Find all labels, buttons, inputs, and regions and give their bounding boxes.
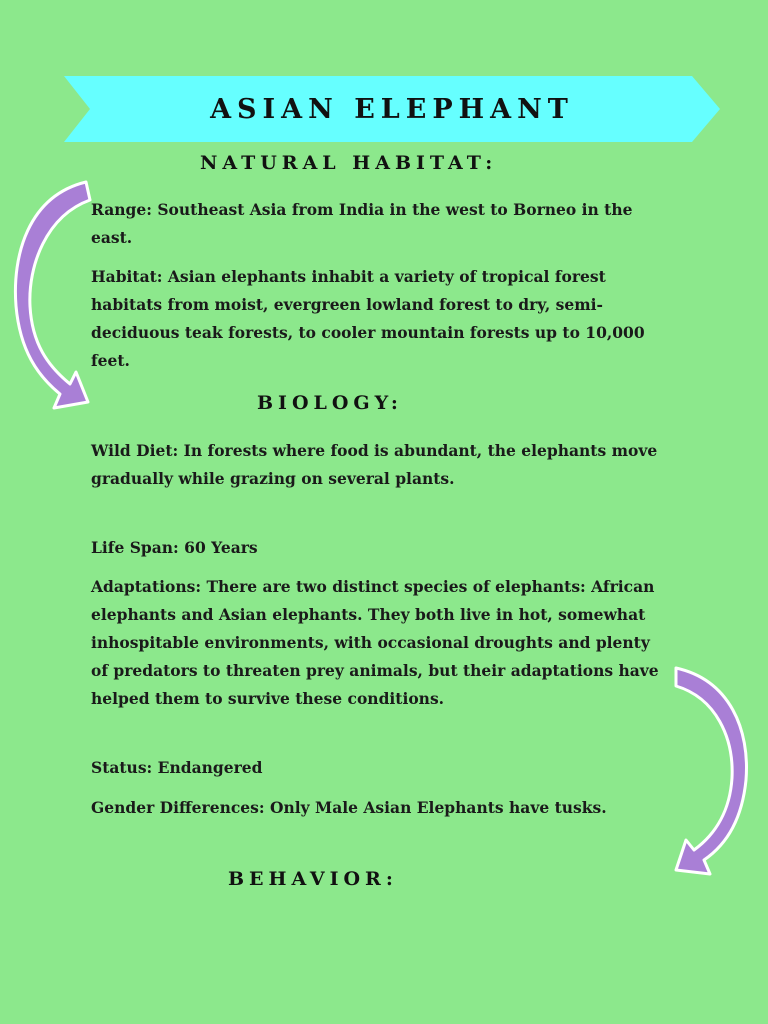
habitat-range: Range: Southeast Asia from India in the west to Borneo in the east. — [91, 200, 633, 247]
biology-status: Status: Endangered — [91, 758, 263, 777]
biology-life-span: Life Span: 60 Years — [91, 538, 258, 557]
section-heading-habitat: NATURAL HABITAT: — [200, 152, 498, 174]
section-heading-biology: BIOLOGY: — [257, 392, 403, 414]
page-title: ASIAN ELEPHANT — [210, 93, 574, 125]
habitat-description: Habitat: Asian elephants inhabit a variety of tropical forest habitats from moist, evergreen lowland forest to dry, semi-deciduous teak forests, to cooler mountain forests up to 10,000 feet. — [91, 267, 645, 370]
curved-arrow-icon — [8, 176, 92, 418]
section-heading-behavior: BEHAVIOR: — [228, 868, 398, 890]
biology-gender-differences: Gender Differences: Only Male Asian Elephants have tusks. — [91, 798, 607, 817]
curved-arrow-icon — [670, 660, 754, 890]
biology-wild-diet: Wild Diet: In forests where food is abundant, the elephants move gradually while grazing on several plants. — [91, 441, 658, 488]
biology-adaptations: Adaptations: There are two distinct species of elephants: African elephants and Asian elephants. They both live in hot, somewhat inhospitable environments, with occasional droughts and plenty of predators to threaten prey animals, but their adaptations have helped them to survive these conditions. — [91, 577, 659, 708]
title-banner — [64, 76, 720, 142]
